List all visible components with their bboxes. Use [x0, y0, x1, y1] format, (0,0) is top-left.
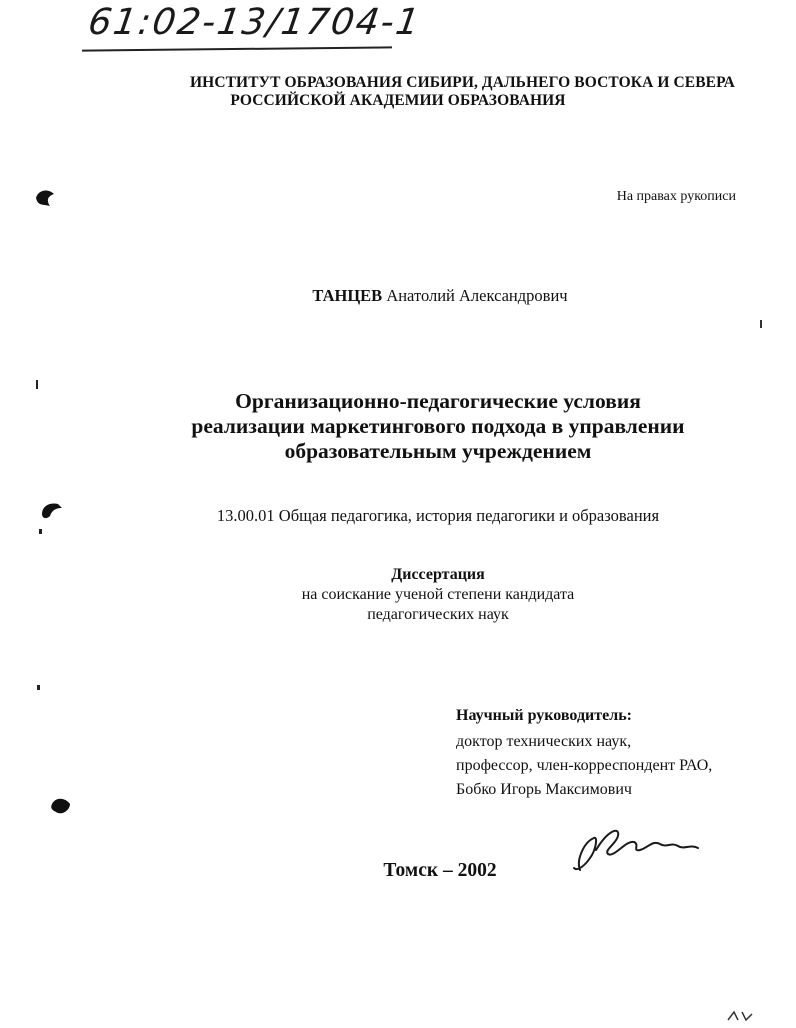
dissertation-title — [0, 389, 796, 464]
dissertation-type: Диссертация — [391, 566, 485, 583]
supervisor-heading: Научный руководитель: — [456, 707, 632, 724]
scan-speck — [758, 320, 764, 330]
scan-speck — [38, 528, 44, 536]
scan-speck — [34, 380, 40, 390]
author-last-name: ТАНЦЕВ — [312, 286, 383, 305]
scan-blot-mark — [38, 500, 64, 522]
scan-speck — [726, 1008, 756, 1024]
specialty-code: 13.00.01 Общая педагогика, история педагогики и образования — [216, 506, 660, 525]
supervisor-name: Бобко Игорь Максимович — [456, 781, 632, 798]
title-line-1: Организационно-педагогические условия — [235, 389, 641, 413]
supervisor-degree: доктор технических наук, — [456, 733, 632, 750]
author-first-names: Анатолий Александрович — [386, 286, 568, 305]
title-line-2: реализации маркетингового подхода в управлении — [191, 414, 685, 438]
scan-speck — [36, 684, 42, 692]
scan-blot-mark — [34, 188, 56, 208]
city-year: Томск – 2002 — [383, 860, 497, 881]
manuscript-rights-note: На правах рукописи — [616, 189, 736, 204]
supervisor-title: профессор, член-корреспондент РАО, — [456, 757, 713, 774]
institute-name-line-1: ИНСТИТУТ ОБРАЗОВАНИЯ СИБИРИ, ДАЛЬНЕГО ВОСТОКА И СЕВЕРА — [190, 74, 735, 91]
title-line-3: образовательным учреждением — [284, 439, 592, 463]
degree-line-1: на соискание ученой степени кандидата — [301, 586, 575, 603]
degree-line-2: педагогических наук — [367, 606, 509, 623]
author-name — [0, 286, 796, 306]
institute-name-line-2: РОССИЙСКОЙ АКАДЕМИИ ОБРАЗОВАНИЯ — [230, 92, 566, 109]
handwritten-catalog-stamp: 61:02-13/1704-1 — [85, 2, 424, 43]
scan-blot-mark — [50, 796, 72, 816]
